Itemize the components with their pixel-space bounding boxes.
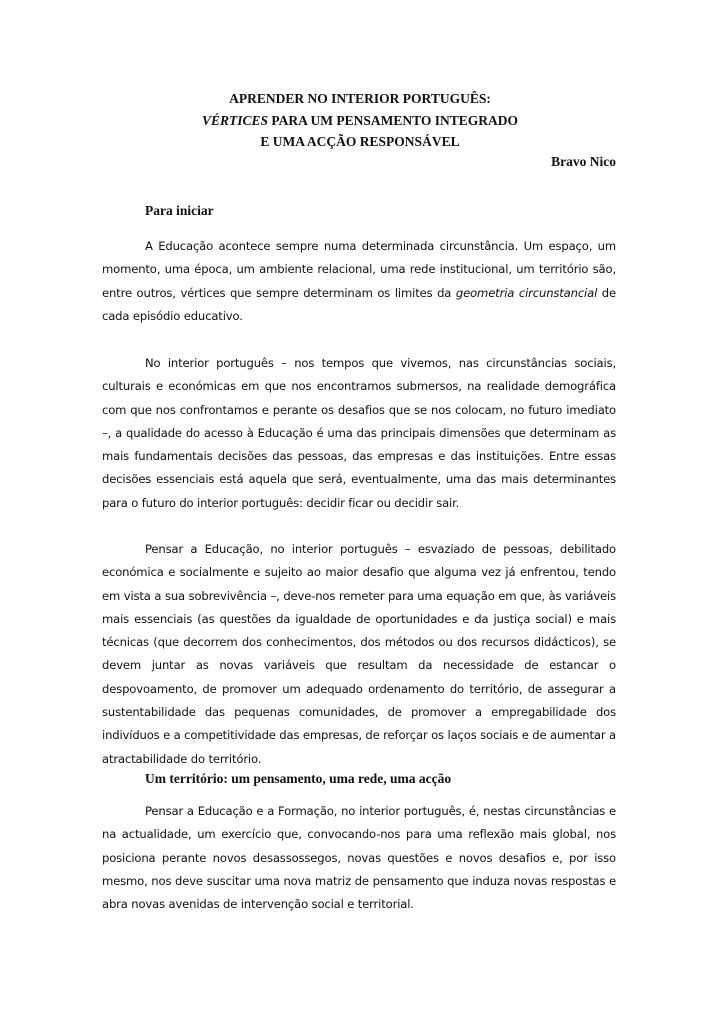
section-heading-territory: Um território: um pensamento, uma rede, uma acção — [145, 771, 452, 786]
section-heading-intro: Para iniciar — [145, 203, 214, 218]
paragraph-4: Pensar a Educação e a Formação, no interior português, é, nestas circunstâncias e na actualidade, um exercício que, convocando-nos para uma reflexão mais global, nos posiciona perante novos desassossegos, novas questões e novos desafios e, por isso mesmo, nos deve suscitar uma nova matriz de pensamento que induza novas respostas e abra novas avenidas de intervenção social e territorial. — [102, 804, 616, 912]
title-line-1: APRENDER NO INTERIOR PORTUGUÊS: — [229, 91, 491, 106]
title-line-2-rest: PARA UM PENSAMENTO INTEGRADO — [268, 112, 519, 128]
paragraph-3: Pensar a Educação, no interior português – esvaziado de pessoas, debilitado económica e socialmente e sujeito ao maior desafio que alguma vez já enfrentou, tendo em vista a sua sobrevivência –, deve-nos remeter para uma equação em que, às variáveis mais essenciais (as questões da igualdade de oportunidades e da justiça social) e mais técnicas (que decorrem dos conhecimentos, dos métodos ou dos recursos didácticos), se devem juntar as novas variáveis que resultam da necessidade de estancar o despovoamento, de promover um adequado ordenamento do território, de assegurar a sustentabilidade das pequenas comunidades, de promover a empregabilidade dos indivíduos e a competitividade das empresas, de reforçar os laços sociais e de aumentar a atractabilidade do território. — [102, 542, 616, 766]
title-line-2 — [0, 110, 720, 132]
paragraph-1-text-b: de cada episódio educativo. — [102, 285, 616, 323]
paragraph-1 — [102, 235, 616, 328]
paragraph-1-italic: geometria circunstancial — [455, 285, 598, 300]
author-name: Bravo Nico — [551, 154, 616, 169]
title-line-3: E UMA ACÇÃO RESPONSÁVEL — [260, 134, 460, 149]
document-title — [0, 88, 720, 153]
title-italic-word: VÉRTICES — [201, 112, 268, 128]
paragraph-1-text-a: A Educação acontece sempre numa determinada circunstância. Um espaço, um momento, uma época, um ambiente relacional, uma rede institucional, um território são, entre outros, vértices que sempre determinam os limites da — [102, 239, 616, 300]
paragraph-2: No interior português – nos tempos que vivemos, nas circunstâncias sociais, culturais e económicas em que nos encontramos submersos, na realidade demográfica com que nos confrontamos e perante os desafios que se nos colocam, no futuro imediato –, a qualidade do acesso à Educação é uma das principais dimensões que determinam as mais fundamentais decisões das pessoas, das empresas e das instituições. Entre essas decisões essenciais está aquela que será, eventualmente, uma das mais determinantes para o futuro do interior português: decidir ficar ou decidir sair. — [102, 356, 616, 510]
